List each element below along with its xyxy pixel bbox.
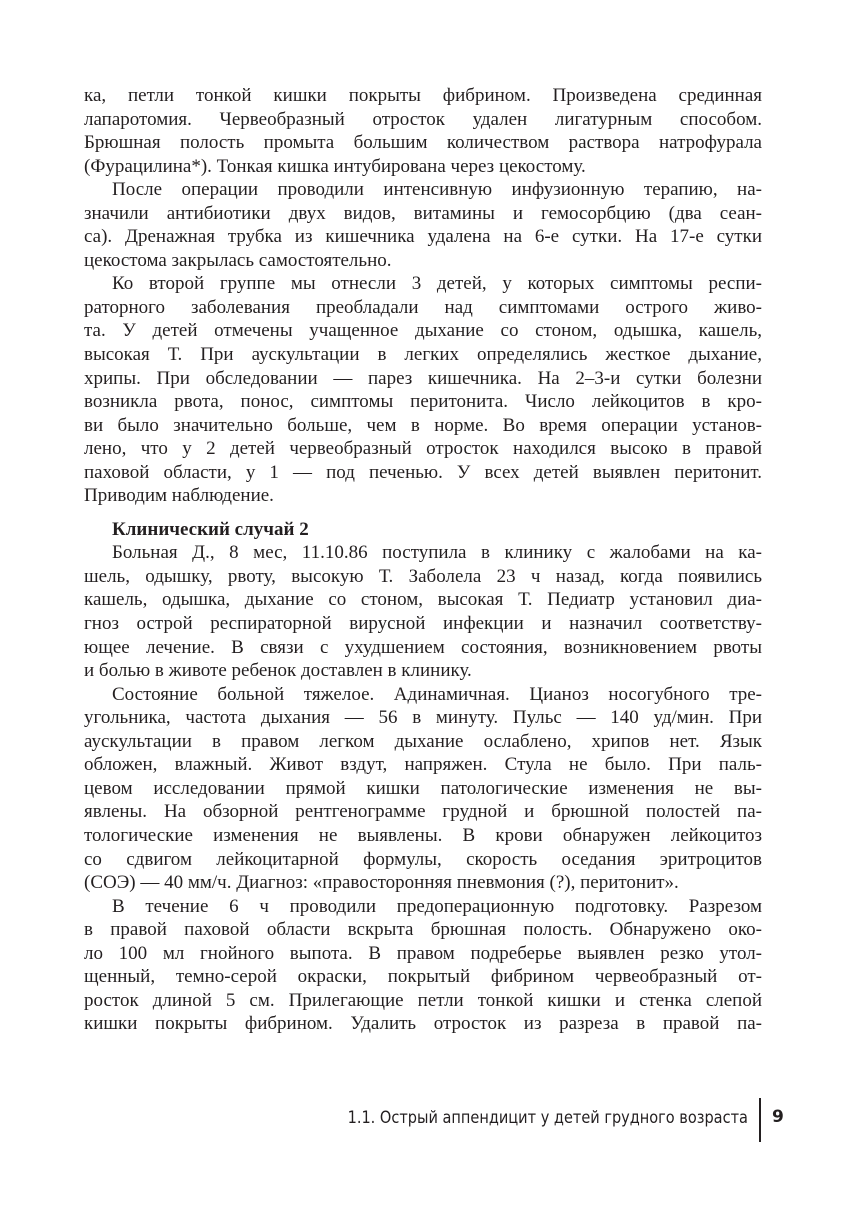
text-line: раторного заболевания преобладали над симптомами острого живо- — [84, 296, 762, 318]
paragraph — [84, 895, 762, 1036]
text-line: тологические изменения не выявлены. В крови обнаружен лейкоцитоз — [84, 824, 762, 846]
text-line: явлены. На обзорной рентгенограмме грудной и брюшной полостей па- — [84, 801, 762, 823]
text-line: ви было значительно больше, чем в норме. Во время операции установ- — [84, 414, 762, 436]
paragraph — [84, 541, 762, 682]
text-line: (СОЭ) — 40 мм/ч. Диагноз: «правосторонняя пневмония (?), перитонит». — [84, 872, 679, 894]
text-line: са). Дренажная трубка из кишечника удалена на 6-е сутки. На 17-е сутки — [84, 226, 762, 248]
text-line: та. У детей отмечены учащенное дыхание со стоном, одышка, кашель, — [84, 320, 762, 342]
page-number: 9 — [772, 1107, 784, 1127]
paragraph — [84, 683, 762, 895]
text-line: шель, одышку, рвоту, высокую Т. Заболела 23 ч назад, когда появились — [84, 565, 762, 587]
text-line: ка, петли тонкой кишки покрыты фибрином. Произведена срединная — [84, 85, 762, 106]
text-line: лено, что у 2 детей червеобразный отросток находился высоко в правой — [84, 438, 762, 460]
text-line: лапаротомия. Червеобразный отросток удален лигатурным способом. — [84, 108, 762, 130]
text-line: ющее лечение. В связи с ухудшением состояния, возникновением рвоты — [84, 636, 762, 658]
text-line: высокая Т. При аускультации в легких определялись жесткое дыхание, — [84, 344, 762, 366]
text-line: хрипы. При обследовании — парез кишечника. На 2–3-и сутки болезни — [84, 367, 762, 389]
text-line: кашель, одышка, дыхание со стоном, высокая Т. Педиатр установил диа- — [84, 589, 762, 611]
text-line: цевом исследовании прямой кишки патологические изменения не вы- — [84, 777, 762, 799]
text-line: значили антибиотики двух видов, витамины и гемосорбцию (два сеан- — [84, 202, 762, 224]
heading-text: Клинический случай 2 — [112, 518, 309, 540]
text-line: щенный, темно-серой окраски, покрытый фибрином червеобразный от- — [84, 966, 762, 988]
paragraph — [84, 178, 762, 272]
paragraph — [84, 84, 762, 178]
paragraph — [84, 272, 762, 507]
text-line: возникла рвота, понос, симптомы перитонита. Число лейкоцитов в кро- — [84, 391, 762, 413]
page-footer — [0, 1098, 857, 1144]
text-line: Брюшная полость промыта большим количеством раствора натрофурала — [84, 132, 762, 154]
text-line: (Фурацилина*). Тонкая кишка интубирована через цекостому. — [84, 155, 586, 177]
text-line: Приводим наблюдение. — [84, 485, 274, 507]
text-line: В течение 6 ч проводили предоперационную подготовку. Разрезом — [112, 895, 762, 917]
text-line: паховой области, у 1 — под печенью. У всех детей выявлен перитонит. — [84, 461, 762, 483]
text-line: росток длиной 5 см. Прилегающие петли тонкой кишки и стенка слепой — [84, 989, 762, 1011]
text-line: Ко второй группе мы отнесли 3 детей, у которых симптомы респи- — [112, 273, 762, 295]
text-line: угольника, частота дыхания — 56 в минуту. Пульс — 140 уд/мин. При — [84, 707, 762, 729]
text-line: аускультации в правом легком дыхание ослаблено, хрипов нет. Язык — [84, 730, 762, 752]
section-heading — [84, 518, 762, 542]
text-line: в правой паховой области вскрыта брюшная полость. Обнаружено око- — [84, 919, 762, 941]
text-line: Состояние больной тяжелое. Адинамичная. Цианоз носогубного тре- — [112, 683, 762, 705]
text-line: После операции проводили интенсивную инфузионную терапию, на- — [112, 179, 762, 201]
text-line: обложен, влажный. Живот вздут, напряжен. Стула не было. При паль- — [84, 754, 762, 776]
text-line: и болью в животе ребенок доставлен в клинику. — [84, 660, 472, 682]
text-line: гноз острой респираторной вирусной инфекции и назначил соответству- — [84, 613, 762, 635]
text-line: цекостома закрылась самостоятельно. — [84, 249, 392, 271]
text-line: ло 100 мл гнойного выпота. В правом подреберье выявлен резко утол- — [84, 942, 762, 964]
body-text — [84, 84, 762, 1036]
text-line: кишки покрыты фибрином. Удалить отросток из разреза в правой па- — [84, 1013, 762, 1035]
text-line: Больная Д., 8 мес, 11.10.86 поступила в клинику с жалобами на ка- — [112, 542, 762, 564]
running-title: 1.1. Острый аппендицит у детей грудного возраста — [347, 1108, 748, 1127]
text-line: со сдвигом лейкоцитарной формулы, скорость оседания эритроцитов — [84, 848, 762, 870]
footer-divider — [759, 1098, 761, 1142]
